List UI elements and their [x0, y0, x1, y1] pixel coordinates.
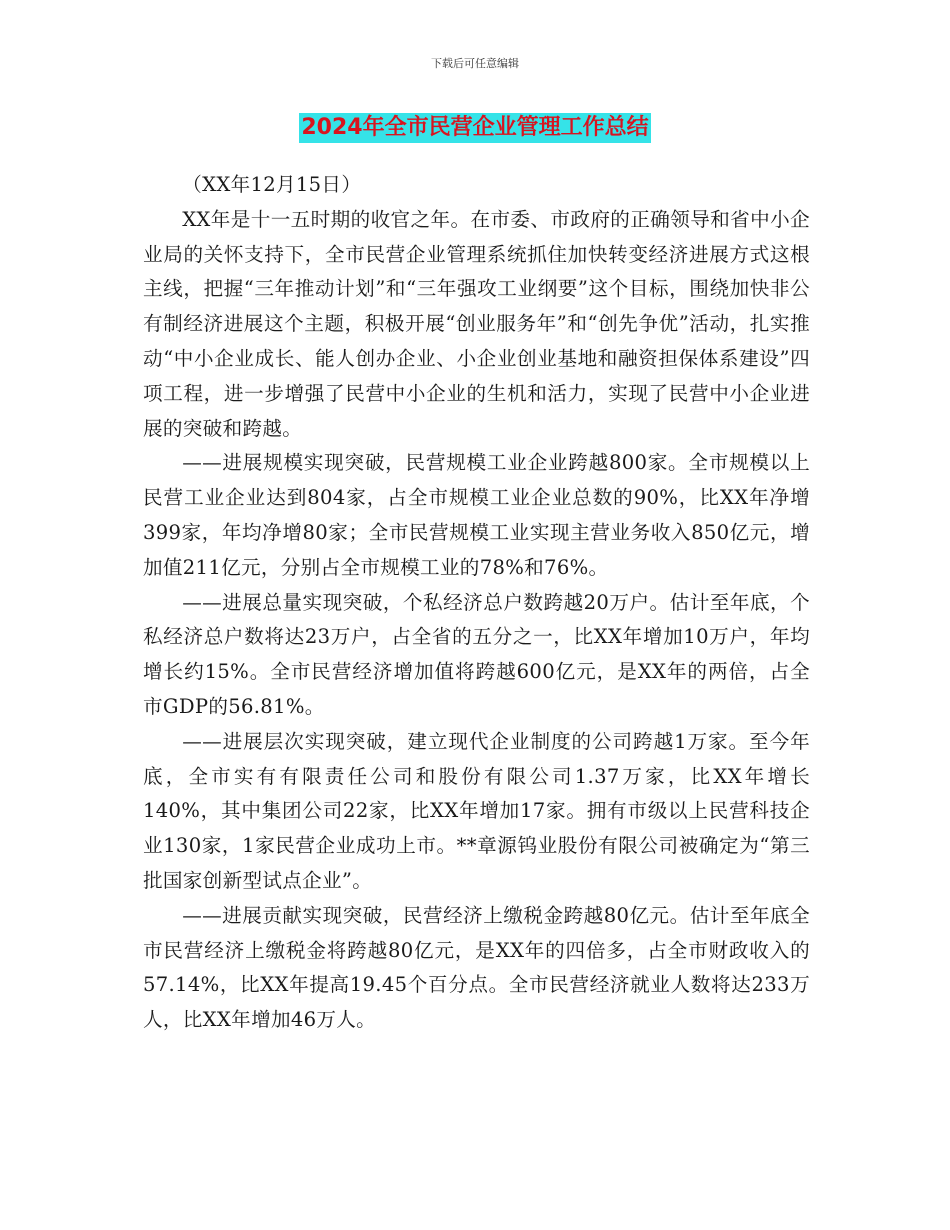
- paragraph-scale: ——进展规模实现突破，民营规模工业企业跨越800家。全市规模以上民营工业企业达到804家，占全市规模工业企业总数的90%，比XX年净增399家，年均净增80家；全市民营规模工业实现主营业务收入850亿元，增加值211亿元，分别占全市规模工业的78%和76%。: [143, 451, 810, 579]
- document-body: [143, 168, 810, 1038]
- date-line: （XX年12月15日）: [182, 173, 362, 196]
- paragraph-contribution: ——进展贡献实现突破，民营经济上缴税金跨越80亿元。估计至年底全市民营经济上缴税金将跨越80亿元，是XX年的四倍多，占全市财政收入的57.14%，比XX年提高19.45个百分点。全市民营经济就业人数将达233万人，比XX年增加46万人。: [143, 903, 810, 1032]
- document-title: 2024年全市民营企业管理工作总结: [299, 113, 650, 143]
- paragraph-intro: XX年是十一五时期的收官之年。在市委、市政府的正确领导和省中小企业局的关怀支持下，全市民营企业管理系统抓住加快转变经济进展方式这根主线，把握“三年推动计划”和“三年强攻工业纲要”这个目标，围绕加快非公有制经济进展这个主题，积极开展“创业服务年”和“创先争优”活动，扎实推动“中小企业成长、能人创办企业、小企业创业基地和融资担保体系建设”四项工程，进一步增强了民营中小企业的生机和活力，实现了民营中小企业进展的突破和跨越。: [143, 207, 810, 440]
- page-header-note: 下载后可任意编辑: [431, 57, 519, 70]
- title-container: [0, 113, 950, 143]
- paragraph-level: ——进展层次实现突破，建立现代企业制度的公司跨越1万家。至今年底，全市实有有限责任公司和股份有限公司1.37万家，比XX年增长140%，其中集团公司22家，比XX年增加17家。拥有市级以上民营科技企业130家，1家民营企业成功上市。**章源钨业股份有限公司被确定为“第三批国家创新型试点企业”。: [143, 729, 810, 892]
- paragraph-total: ——进展总量实现突破，个私经济总户数跨越20万户。估计至年底，个私经济总户数将达23万户，占全省的五分之一，比XX年增加10万户，年均增长约15%。全市民营经济增加值将跨越600亿元，是XX年的两倍，占全市GDP的56.81%。: [143, 590, 810, 718]
